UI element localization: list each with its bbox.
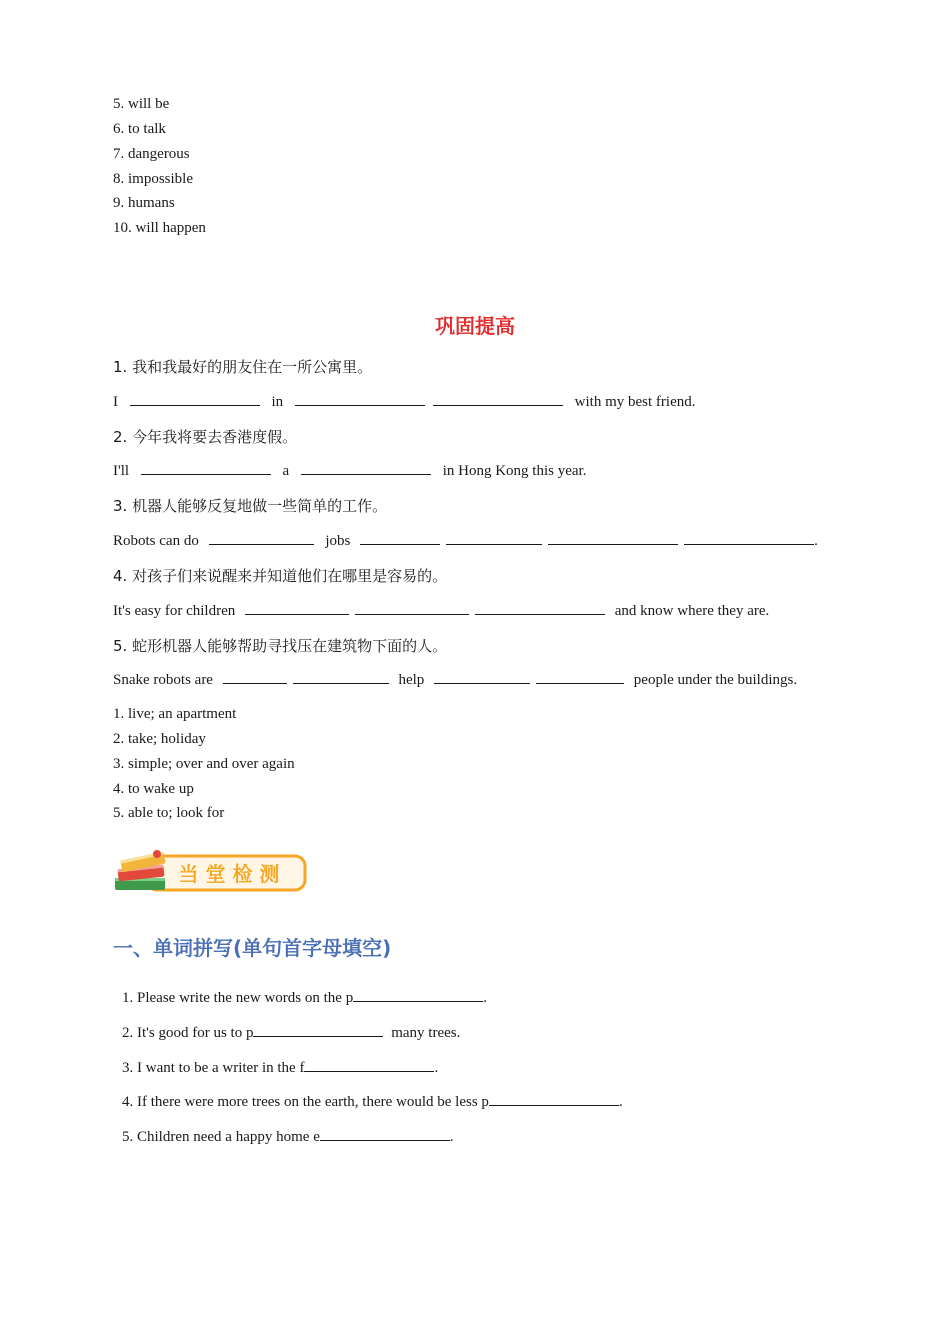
answer-line: 4. to wake up <box>113 781 194 797</box>
section-title: 巩固提高 <box>435 314 515 338</box>
answer-blank[interactable] <box>301 460 431 475</box>
question-chinese: 3. 机器人能够反复地做一些简单的工作。 <box>113 497 388 515</box>
answer-blank[interactable] <box>304 1057 434 1072</box>
answer-blank[interactable] <box>360 530 440 545</box>
question-text: people under the buildings. <box>633 672 798 688</box>
question-text: . <box>449 1129 454 1145</box>
question-english <box>113 600 769 621</box>
answer-line: 7. dangerous <box>113 146 190 162</box>
answer-blank[interactable] <box>434 669 530 684</box>
question-chinese: 5. 蛇形机器人能够帮助寻找压在建筑物下面的人。 <box>113 637 448 655</box>
answer-line: 8. impossible <box>113 171 194 187</box>
question-english <box>113 391 696 412</box>
question-text: in <box>271 394 284 410</box>
question-text: and know where they are. <box>614 603 770 619</box>
question-text: help <box>398 672 425 688</box>
answer-blank[interactable] <box>536 669 624 684</box>
question-text: 3. I want to be a writer in the f <box>122 1060 305 1076</box>
question-text: a <box>282 463 290 479</box>
question-chinese: 1. 我和我最好的朋友住在一所公寓里。 <box>113 358 373 376</box>
question-english <box>113 530 818 551</box>
answer-line: 5. will be <box>113 96 170 112</box>
question-text: jobs <box>325 533 351 549</box>
question-chinese: 2. 今年我将要去香港度假。 <box>113 428 298 446</box>
books-icon <box>113 848 309 898</box>
question-text: many trees. <box>387 1025 461 1041</box>
answer-blank[interactable] <box>475 600 605 615</box>
question-text: in Hong Kong this year. <box>442 463 587 479</box>
answer-blank[interactable] <box>223 669 287 684</box>
question-text: . <box>434 1060 439 1076</box>
answer-blank[interactable] <box>489 1091 619 1106</box>
answer-blank[interactable] <box>684 530 814 545</box>
question-text: 5. Children need a happy home e <box>122 1129 320 1145</box>
question-text: I'll <box>113 463 130 479</box>
answer-line: 5. able to; look for <box>113 805 225 821</box>
answer-blank[interactable] <box>253 1022 383 1037</box>
question-text: Robots can do <box>113 533 199 549</box>
banner-label: 当 堂 检 测 <box>178 862 280 886</box>
question-text: It's easy for children <box>113 603 236 619</box>
question-text: I <box>113 394 118 410</box>
answer-blank[interactable] <box>141 460 271 475</box>
answer-blank[interactable] <box>446 530 542 545</box>
answer-blank[interactable] <box>295 391 425 406</box>
spelling-question <box>122 1126 454 1146</box>
question-text: Snake robots are <box>113 672 213 688</box>
spelling-question <box>122 1091 623 1111</box>
question-chinese: 4. 对孩子们来说醒来并知道他们在哪里是容易的。 <box>113 567 448 585</box>
question-text: 2. It's good for us to p <box>122 1025 254 1041</box>
question-text: . <box>618 1094 623 1110</box>
section-banner <box>113 848 309 898</box>
spelling-question <box>122 1022 460 1042</box>
answer-blank[interactable] <box>245 600 349 615</box>
section-heading: 一、单词拼写(单句首字母填空) <box>113 936 392 960</box>
answer-blank[interactable] <box>433 391 563 406</box>
question-text: 1. Please write the new words on the p <box>122 990 354 1006</box>
spelling-question <box>122 987 487 1007</box>
answer-line: 3. simple; over and over again <box>113 756 295 772</box>
answer-blank[interactable] <box>130 391 260 406</box>
answer-line: 6. to talk <box>113 121 166 137</box>
question-text: . <box>814 533 818 549</box>
question-text: . <box>483 990 487 1006</box>
question-english <box>113 460 586 481</box>
answer-blank[interactable] <box>209 530 314 545</box>
answer-blank[interactable] <box>353 987 483 1002</box>
answer-line: 10. will happen <box>113 220 206 236</box>
answer-line: 9. humans <box>113 195 175 211</box>
answer-line: 1. live; an apartment <box>113 706 237 722</box>
question-text: with my best friend. <box>574 394 696 410</box>
question-english <box>113 669 797 690</box>
answer-blank[interactable] <box>548 530 678 545</box>
answer-blank[interactable] <box>320 1126 450 1141</box>
answer-blank[interactable] <box>355 600 469 615</box>
answer-line: 2. take; holiday <box>113 731 206 747</box>
spelling-question <box>122 1057 438 1077</box>
question-text: 4. If there were more trees on the earth, there would be less p <box>122 1094 489 1110</box>
answer-blank[interactable] <box>293 669 389 684</box>
